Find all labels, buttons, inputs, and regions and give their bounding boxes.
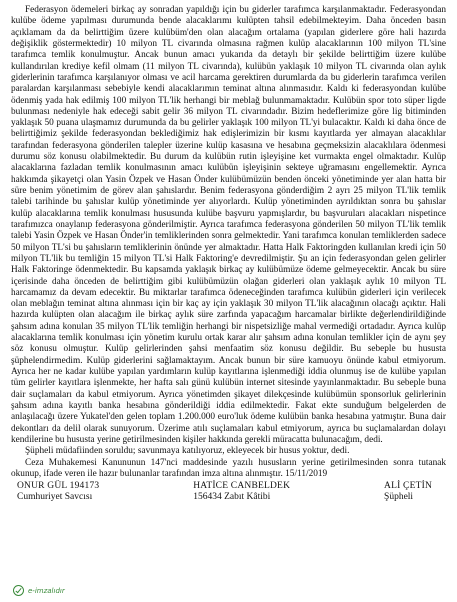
statement-closing-paragraph: Ceza Muhakemesi Kanununun 147'nci maddesinde yazılı hususların yerine getirilmesinden sonra tutanak okunup, ifade veren ile hazır bulunanlar tarafından imza altına alınmıştır. 15/11/2019: [11, 457, 446, 479]
signature-name: ALİ ÇETİN: [384, 481, 432, 492]
e-signature-label: e-imzalıdır: [28, 586, 65, 595]
checkmark-circle-icon: [13, 585, 24, 596]
e-signature-stamp: [13, 585, 65, 596]
signature-title: 156434 Zabıt Kâtibi: [193, 492, 271, 503]
signature-suspect: [384, 481, 432, 503]
signature-prosecutor: [17, 481, 99, 503]
signature-block: [11, 481, 446, 503]
signature-name: HATİCE CANBELDEK: [193, 481, 291, 492]
signature-title: Şüpheli: [384, 492, 414, 503]
signature-title: Cumhuriyet Savcısı: [17, 492, 93, 503]
signature-clerk: [193, 481, 290, 503]
statement-second-paragraph: Şüpheli müdafiinden soruldu; savunmaya katılıyoruz, ekleyecek bir husus yoktur, dedi.: [25, 446, 350, 457]
signature-name: ONUR GÜL 194173: [17, 481, 100, 492]
statement-main-paragraph: Federasyon ödemeleri birkaç ay sonradan yapıldığı için bu giderler tarafımca karşılanmaktadır. Federasyondan kulübe ödeme yapılması durumunda bende alacaklarımı kulüpten tahsil edebilmekteyim. Daha önceden basın açıklamam da da belirttiğim üzere kulübüm'den olan alacağım ortalama (yapılan giderlere göre hali hazırda değişiklik göstermektedir) 10 milyon TL civarında olmasına rağmen kulüp alacaklarının 100 milyon TL'sine tarafımca temlik konulmuştur. Ancak bunun amacı yukarıda da detaylı bir şekilde belirttiğim üzere kulübe kullandırılan krediye kefil olmam (11 milyon TL civarında), kulübün yaklaşık 10 milyon TL civarında olan aylık giderlerinin tarafımca karşılanıyor olması ve acil harcama gerektiren durumlarda da bu giderlerin tarafımca verilen paralardan karşılanması sebebiyle kendi alacaklarımın teminat altına alınmasıdır. Kaldı ki federasyondan kulübe ödenmiş yada hak edilmiş 100 milyon TL'lik herhangi bir meblağ bulunmamaktadır. Kulübün spor toto süper ligde bulunması nedeniyle hak edeceği sabit gelir 36 milyon TL civarındadır. Bizim hedeflerimize göre lig bitiminden yaklaşık 50 puana ulaşmamız durumunda da bu gelirler yaklaşık 100 milyon TL'yi bulacaktır. Kaldı ki daha önce de belirttiğimiz şekilde federasyondan beklediğimiz hak edişlerimizin bir kısmı kayıtlarda yer almayan alacaklılar tarafından federasyona gönderilen talepler üzerine kulüp kasasına ve hesabına geçmeksizin alacaklılara ödenmesi durumu söz konusu olabilmektedir. Bu durum da kulübün rutin işleyişine ket vurmakta engel olmaktadır. Kulüp alacaklarına fazladan temlik konulmasının amacı kulübün işleyişinin sekteye uğramasını engellemektir. Ayrıca hakkımda şikayetçi olan Yasin Özpek ve Hasan Önder kulübümüzün benden önceki yönetiminde yer alan hatta bir süre benim yönetimim de görev alan şahıslardır. Benim federasyona gönderdiğim 2 ayrı 25 milyon TL'lik temlik talebi tarihinde bu şahıslar kulüp yönetiminde yer alıyorlardı. Kulüp yönetiminden ayrıldıktan sonra bu şahıslar kulüp alacaklarına temlik konulması hususunda kulübe başvuru yapmışlardır, bu başvuruları alacakları nispetince tarafımızca onaylanıp federasyona gönderilmiştir. Ayrıca tarafımca federasyona gönderilen 50 milyon TL'lik temlik talebi Yasin Özpek ve Hasan Önder'in temliklerinden sonra gelmektedir. Yani tarafımca konulan temliklerden sadece 50 milyon TL'si bu şahısların temliklerinin önünde yer almaktadır. Hatta Halk Faktoringden kullanılan kredi için 50 milyon TL'lik bu temliğin 15 milyon TL'si Halk Faktoring'e devredilmiştir. Şu an için federasyondan gelen gelirler Halk Faktoringe ödenmektedir. Bu kapsamda yaklaşık birkaç ay kulübümüze ödeme gelmeyecektir. Ancak bu süre içerisinde daha önceden de belirttiğim gibi kulübümüzün olağan giderleri olan yaklaşık aylık 10 milyon TL harcamamız da devam edecektir. Bu miktarlar tarafımca ödeneceğinden tarafımca kulübün giderleri için verilecek olan meblağın teminat altına alınması için bir kaç ay için yaklaşık 30 milyon TL'lik alacağının olacağı açıktır. Hali hazırda kulüpten olan alacağım ile birkaç aylık süre zarfında yapacağım harcamalar birlikte değerlendirildiğinde şahsım adına konulan 35 milyon TL'lik temliğin herhangi bir nispetsizliğe mahal vermediği ortadadır. Ayrıca kulüp alacaklarına temlik konulması için yönetim kurulu ortak karar alır şahsım adına konulan temlikler için de aynı şey söz konusu olmuştur. Kulüp gelirlerinden şahsi menfaatim söz konusu değildir. Bu sebeple bu hususta şüphelendirmedim. Kulüp giderlerini sağlamaktayım. Ancak bunun bir süre kamuoyu önünde kabul etmiyorum. Ayrıca her ne kadar kulübe yapılan yardımların kulüp kayıtlarına işlenmediği iddia olunmuş ise de kulübe yapılan tüm gelirler kayıtlara işlenmekte, her hafta salı günü kulübün internet sitesinde yayınlanmaktadır. Bu sebeple buna dair suçlamaları da kabul etmiyorum. Ayrıca yönetimden şikayet dilekçesinde kulübümün sponsorluk gelirlerinin şahsım adına kayıtlı banka hesabına gönderildiği iddia edilmektedir. Fakat ekte sunduğum belgelerden de anlaşılacağı üzere Yukatel'den gelen toplam 1.200.000 euro'luk ödeme kulübün banka hesabına yatmıştır. Buna dair dekontları da delil olarak sunuyorum. Üzerime atılı suçlamaları kabul etmiyorum, ayrıca bu suçlamalardan dolayı kendilerine bu hususta yerine getirilmesinden kişiler hakkında gerekli müracatta bulunacağım, dedi.: [11, 5, 446, 445]
